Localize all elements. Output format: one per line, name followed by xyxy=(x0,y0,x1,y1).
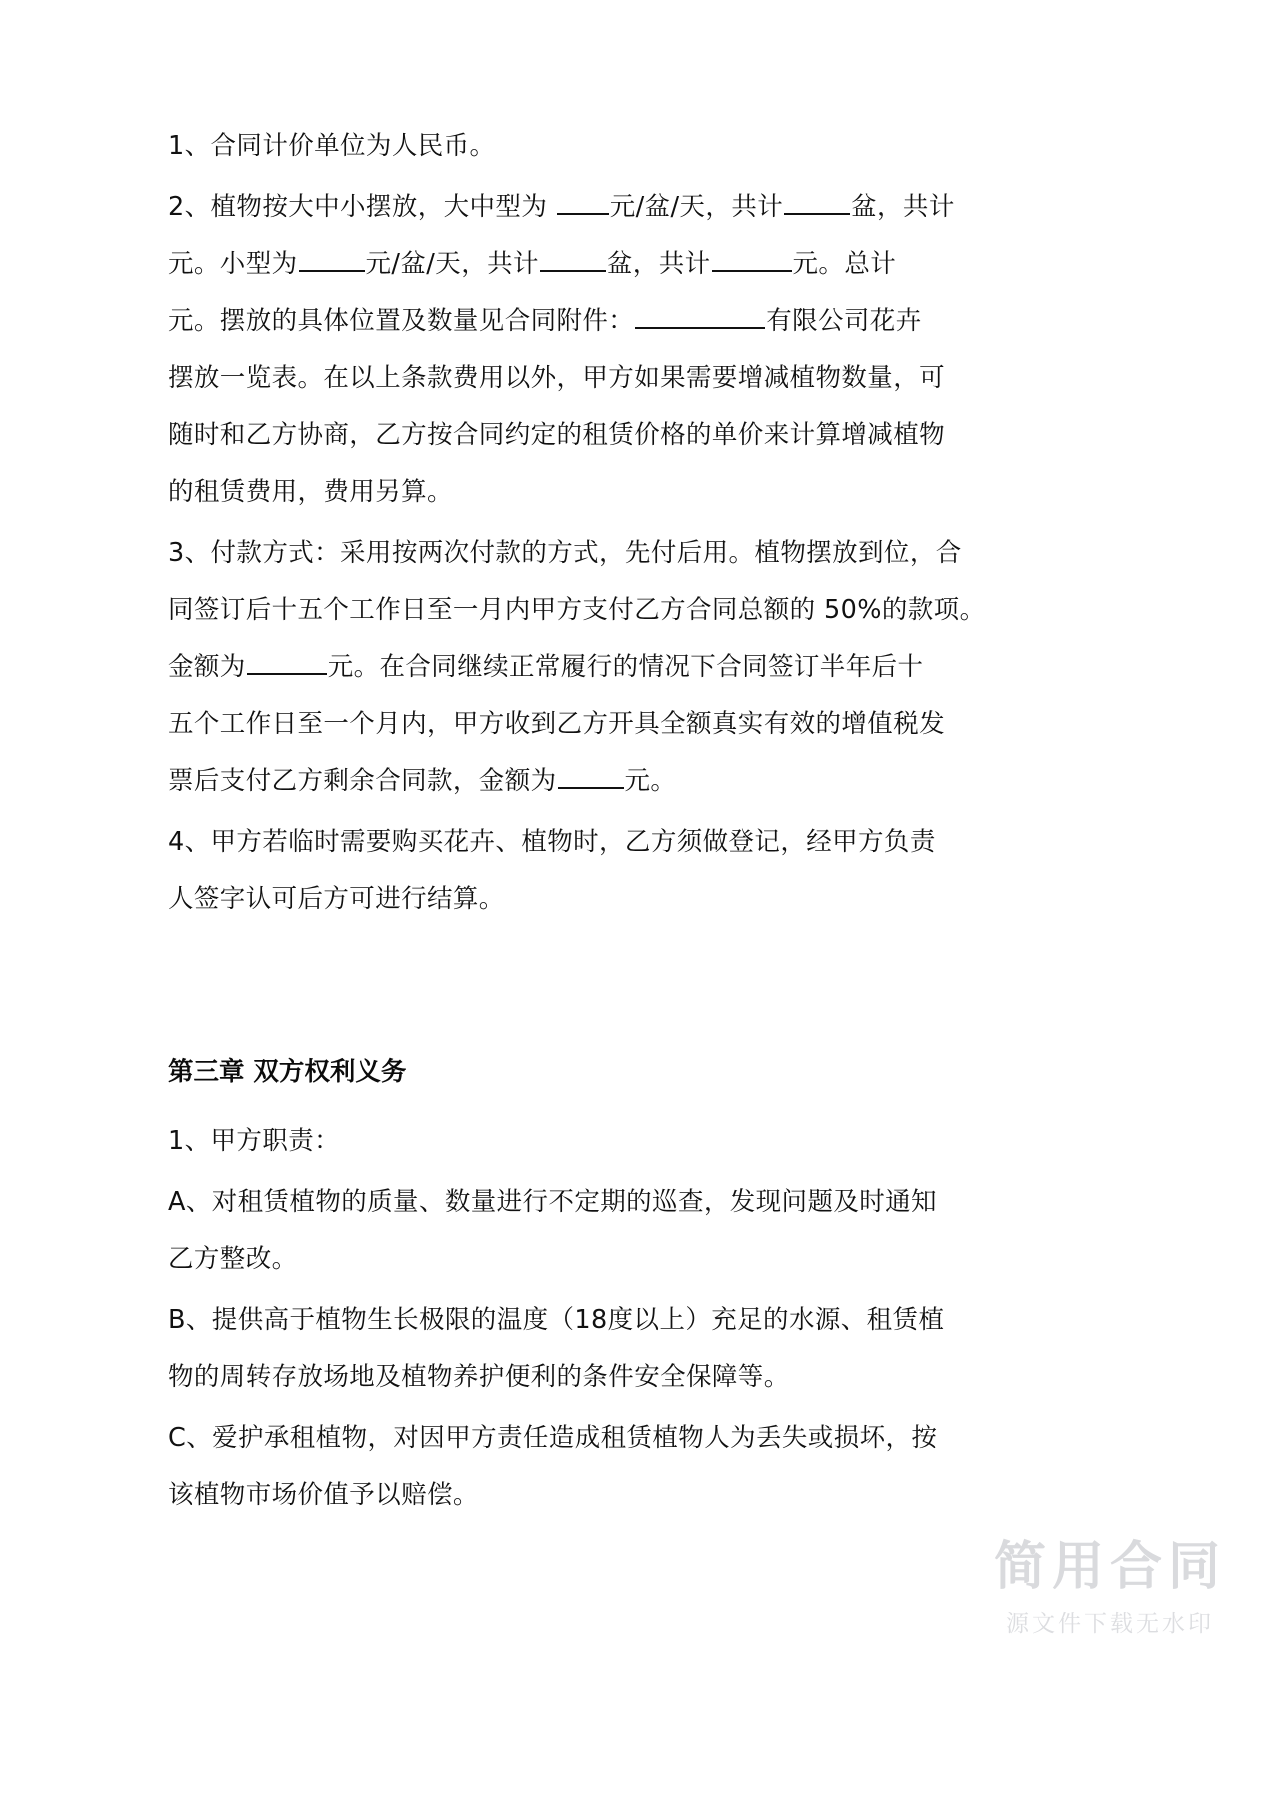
watermark-sub-text: 源文件下载无水印 xyxy=(1005,1611,1214,1637)
text-run: 元。总计 xyxy=(792,249,897,279)
text-run: 人签字认可后方可进行结算。 xyxy=(168,884,505,914)
text-run: 盆，共计 xyxy=(606,249,711,279)
paragraph-line xyxy=(168,1174,968,1231)
text-run: A、对租赁植物的质量、数量进行不定期的巡查，发现问题及时通知 xyxy=(168,1187,937,1217)
section-spacer xyxy=(168,932,968,1044)
paragraph-line xyxy=(168,236,968,293)
watermark xyxy=(993,1537,1226,1638)
paragraph-line xyxy=(168,696,968,753)
text-run: 票后支付乙方剩余合同款，金额为 xyxy=(168,766,557,796)
paragraph-party-a-duties xyxy=(168,1113,968,1170)
text-run: 元。摆放的具体位置及数量见合同附件： xyxy=(168,306,635,336)
text-run: 随时和乙方协商，乙方按合同约定的租赁价格的单价来计算增减植物 xyxy=(168,420,946,450)
text-run: 1、甲方职责： xyxy=(168,1126,341,1156)
fill-in-blank[interactable] xyxy=(247,647,327,675)
text-run: 2、植物按大中小摆放，大中型为 xyxy=(168,192,556,222)
paragraph-line xyxy=(168,1113,968,1170)
paragraph-clause-3 xyxy=(168,525,986,810)
paragraph-duty-b xyxy=(168,1292,968,1406)
text-run: 4、甲方若临时需要购买花卉、植物时，乙方须做登记，经甲方负责 xyxy=(168,827,936,857)
text-run: B、提供高于植物生长极限的温度（18度以上）充足的水源、租赁植 xyxy=(168,1305,945,1335)
paragraph-line xyxy=(168,293,968,350)
text-run: 同签订后十五个工作日至一月内甲方支付乙方合同总额的 50%的款项。 xyxy=(168,595,986,625)
fill-in-blank[interactable] xyxy=(635,301,765,329)
fill-in-blank[interactable] xyxy=(712,244,792,272)
paragraph-line xyxy=(168,179,968,236)
text-run: 金额为 xyxy=(168,652,246,682)
text-run: 元。在合同继续正常履行的情况下合同签订半年后十 xyxy=(327,652,924,682)
paragraph-line xyxy=(168,464,968,521)
paragraph-clause-2 xyxy=(168,179,968,521)
text-run: 1、合同计价单位为人民币。 xyxy=(168,131,496,161)
clause-list xyxy=(168,118,986,928)
paragraph-line xyxy=(168,871,968,928)
paragraph-line xyxy=(168,639,968,696)
text-run: 乙方整改。 xyxy=(168,1244,298,1274)
watermark-main-text: 简用合同 xyxy=(993,1537,1226,1598)
chapter-heading: 第三章 双方权利义务 xyxy=(168,1057,407,1087)
text-run: 元。小型为 xyxy=(168,249,298,279)
fill-in-blank[interactable] xyxy=(784,187,850,215)
paragraph-line xyxy=(168,1467,968,1524)
text-run: 五个工作日至一个月内，甲方收到乙方开具全额真实有效的增值税发 xyxy=(168,709,946,739)
paragraph-line xyxy=(168,753,968,810)
text-run: 该植物市场价值予以赔偿。 xyxy=(168,1480,479,1510)
text-run: 盆，共计 xyxy=(851,192,955,222)
text-run: 3、付款方式：采用按两次付款的方式，先付后用。植物摆放到位，合 xyxy=(168,538,962,568)
paragraph-line xyxy=(168,1231,968,1288)
paragraph-line xyxy=(168,350,968,407)
text-run: 元/盆/天，共计 xyxy=(365,249,539,279)
document-body xyxy=(168,118,986,1528)
paragraph-line xyxy=(168,525,968,582)
paragraph-line xyxy=(168,1410,968,1467)
fill-in-blank[interactable] xyxy=(557,187,609,215)
paragraph-line xyxy=(168,582,986,639)
text-run: 的租赁费用，费用另算。 xyxy=(168,477,453,507)
text-run: 元。 xyxy=(624,766,677,796)
text-run: C、爱护承租植物，对因甲方责任造成租赁植物人为丢失或损坏，按 xyxy=(168,1423,938,1453)
section-list xyxy=(168,1113,968,1524)
fill-in-blank[interactable] xyxy=(299,244,365,272)
fill-in-blank[interactable] xyxy=(540,244,606,272)
text-run: 摆放一览表。在以上条款费用以外，甲方如果需要增减植物数量，可 xyxy=(168,363,946,393)
fill-in-blank[interactable] xyxy=(558,761,624,789)
text-run: 有限公司花卉 xyxy=(766,306,922,336)
paragraph-line xyxy=(168,1292,968,1349)
paragraph-line xyxy=(168,1349,968,1406)
paragraph-line xyxy=(168,118,968,175)
text-run: 物的周转存放场地及植物养护便利的条件安全保障等。 xyxy=(168,1362,790,1392)
paragraph-clause-4 xyxy=(168,814,968,928)
paragraph-line xyxy=(168,407,968,464)
paragraph-duty-a xyxy=(168,1174,968,1288)
paragraph-duty-c xyxy=(168,1410,968,1524)
paragraph-line xyxy=(168,814,968,871)
paragraph-clause-1 xyxy=(168,118,968,175)
text-run: 元/盆/天，共计 xyxy=(609,192,784,222)
heading-spacer xyxy=(168,1101,968,1113)
